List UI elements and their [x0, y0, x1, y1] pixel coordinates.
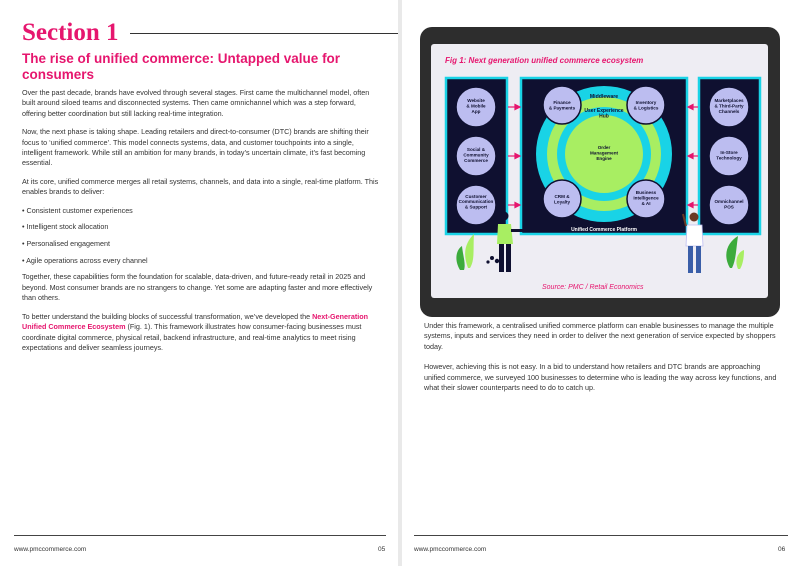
footer-rule	[414, 535, 788, 536]
engine-label: Order Management Engine	[589, 145, 619, 161]
ecosystem-link[interactable]: Next-Generation Unified Commerce Ecosystem	[22, 311, 368, 332]
paragraph-text: To better understand the building blocks of successful transformation, we’ve developed the	[22, 311, 313, 321]
footer-rule	[14, 535, 386, 536]
arrow-head	[688, 105, 693, 110]
list-item-text: Intelligent stock allocation	[26, 222, 109, 232]
figure-title: Fig 1: Next generation unified commerce ecosystem	[445, 56, 644, 65]
paragraph: Together, these capabilities form the foundation for scalable, data-driven, and future-ready retail in 2025 and beyond. Most consumer brands are no strangers to change. Yet some are adapting faster and more effectively than others.	[22, 272, 373, 303]
footer-url[interactable]: www.pmccommerce.com	[14, 546, 87, 553]
paragraph: At its core, unified commerce merges all retail systems, channels, and data into a single, real-time platform. This enables brands to deliver:	[22, 176, 379, 197]
node-social-label: Social & Community Commerce	[463, 147, 489, 163]
node-support-label: Customer Communication & Support	[458, 194, 494, 210]
list-item: • Intelligent stock allocation	[22, 222, 109, 232]
paragraph-text: (Fig. 1). This framework illustrates how consumer-facing businesses must coordinate digital commerce, physical retail, backend infrastructure, and real-time analytics to meet rising expectations and deliver seamless journeys.	[22, 322, 362, 352]
list-item: • Personalised engagement	[22, 239, 111, 249]
list-item-text: Consistent customer experiences	[26, 205, 133, 215]
page-number: 06	[778, 546, 786, 553]
page-number: 05	[378, 546, 386, 553]
paragraph: Over the past decade, brands have evolved through several stages. First came the multichannel model, often built around siloed teams and disconnected systems. Then came omnichannel which was a step forward, offering better coordination but still lacking real-time integration.	[22, 88, 370, 118]
arrow-head	[688, 203, 693, 208]
paragraph: However, achieving this is not easy. In a bid to understand how retailers and DTC brands are approaching unified commerce, we surveyed 100 businesses to determine who is leading the way across key functions, and what their slower counterparts need to do to catch up.	[424, 362, 777, 393]
arrow-head	[515, 105, 520, 110]
node-marketplaces-label: Marketplaces & Third-Party Channels	[714, 98, 744, 114]
list-item: • Consistent customer experiences	[22, 205, 133, 215]
subheading: The rise of unified commerce: Untapped value for consumers	[22, 51, 341, 82]
right-page	[402, 0, 800, 566]
figure-source: Source: PMC / Retail Economics	[542, 284, 644, 291]
node-finance-label: Finance & Payments	[548, 100, 576, 111]
arrow-head	[515, 154, 520, 159]
list-item-text: Agile operations across every channel	[26, 255, 148, 265]
platform-label: Unified Commerce Platform	[571, 227, 637, 233]
middleware-label: Middleware	[589, 94, 619, 100]
node-bi-label: Business Intelligence & AI	[633, 190, 659, 206]
arrow-head	[688, 154, 693, 159]
list-item: • Agile operations across every channel	[22, 255, 148, 265]
arrow-head	[515, 203, 520, 208]
right-body	[424, 321, 782, 403]
ecosystem-diagram	[440, 74, 766, 284]
paragraph: Under this framework, a centralised unified commerce platform can enable businesses to manage the multiple systems, inputs and services they need in order to deliver the next generation of service expected by shoppers today.	[424, 321, 776, 351]
node-pos-label: Omnichannel POS	[714, 199, 744, 210]
section-title: Section 1	[22, 19, 119, 46]
left-page	[0, 0, 398, 566]
footer-url[interactable]: www.pmccommerce.com	[414, 546, 487, 553]
node-web-label: Website & Mobile App	[466, 98, 486, 114]
left-body	[22, 88, 380, 361]
list-item-text: Personalised engagement	[26, 239, 111, 249]
paragraph: Now, the next phase is taking shape. Leading retailers and direct-to-consumer (DTC) brands are shifting their focus to ‘unified commerce’. This model connects systems, data, and customer touchpoints into a single, intelligent framework. While still an ambition for many brands, in today’s uncertain climate, it’s fast becoming essential.	[22, 127, 369, 168]
node-instore-label: In-Store Technology	[716, 150, 742, 161]
capabilities-list	[22, 206, 380, 267]
hub-label: User Experience Hub	[584, 108, 624, 120]
node-crm-label: CRM & Loyalty	[553, 194, 571, 205]
paragraph	[22, 312, 380, 354]
node-inventory-label: Inventory & Logistics	[633, 100, 659, 111]
section-rule	[130, 33, 398, 34]
